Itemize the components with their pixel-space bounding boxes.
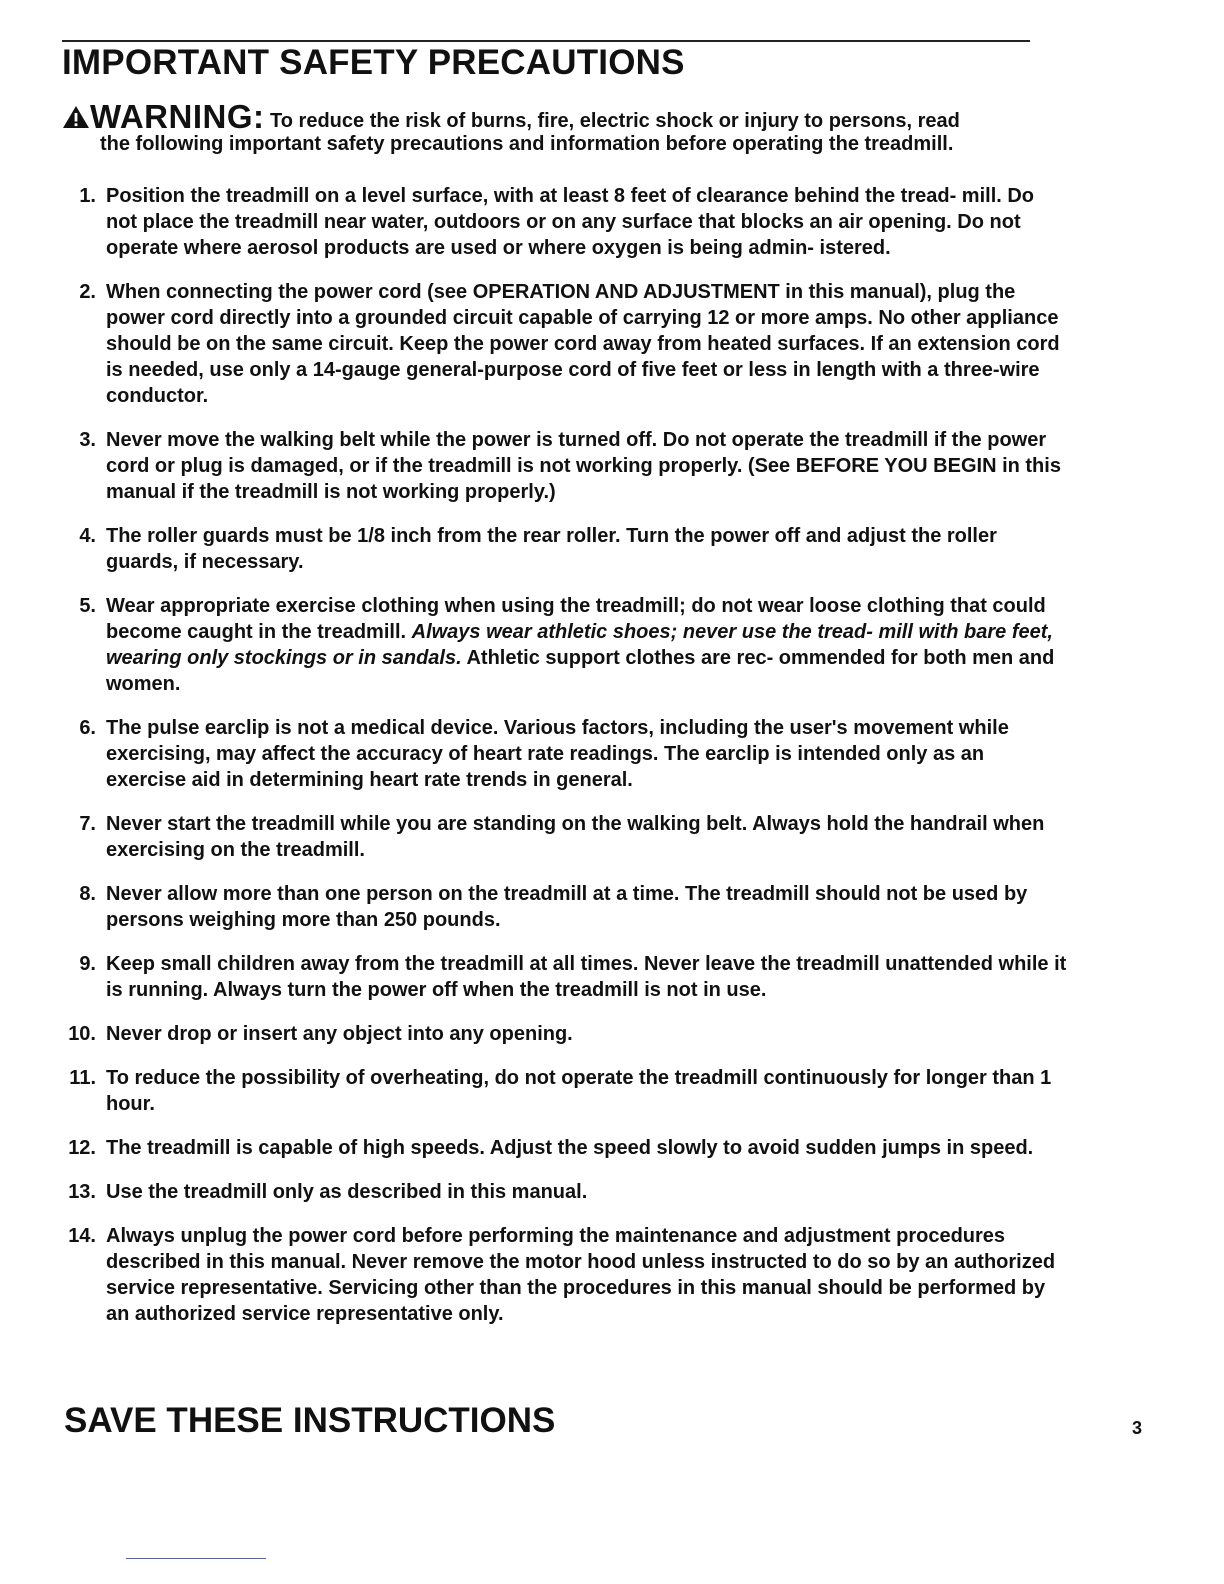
page-title: IMPORTANT SAFETY PRECAUTIONS [62, 43, 685, 82]
list-item [62, 1223, 1067, 1327]
list-item [62, 279, 1067, 409]
item-number: 3. [79, 429, 96, 451]
item-text-italic: Always wear athletic shoes; never use the tread- mill with bare feet, wearing only stockings or in sandals. [106, 621, 1053, 669]
item-number: 13. [68, 1181, 96, 1203]
item-text: Position the treadmill on a level surface, with at least 8 feet of clearance behind the tread- mill. Do not place the treadmill near water, outdoors or on any surface that blocks an air opening. Do not operate where aerosol products are used or where oxygen is being admin- istered. [106, 185, 1035, 259]
item-text: Keep small children away from the treadmill at all times. Never leave the treadmill unattended while it is running. Always turn the power off when the treadmill is not in use. [106, 953, 1067, 1001]
item-number: 8. [79, 883, 96, 905]
item-number: 2. [79, 281, 96, 303]
list-item [62, 715, 1067, 793]
item-number: 9. [79, 953, 96, 975]
warning-block [62, 98, 1062, 158]
closing-heading: SAVE THESE INSTRUCTIONS [64, 1401, 556, 1440]
list-item [62, 1135, 1067, 1161]
list-item [62, 593, 1067, 697]
item-number: 14. [68, 1225, 96, 1247]
item-number: 7. [79, 813, 96, 835]
list-item [62, 427, 1067, 505]
item-text: Use the treadmill only as described in this manual. [106, 1181, 588, 1203]
list-item [62, 1065, 1067, 1117]
warning-triangle-icon [62, 105, 90, 137]
list-item [62, 951, 1067, 1003]
item-number: 10. [68, 1023, 96, 1045]
item-number: 12. [68, 1137, 96, 1159]
item-text: Always unplug the power cord before performing the maintenance and adjustment procedures described in this manual. Never remove the motor hood unless instructed to do so by an authorized service representative. Servicing other than the procedures in this manual should be performed by an authorized service representative only. [106, 1225, 1056, 1325]
item-text: The roller guards must be 1/8 inch from the rear roller. Turn the power off and adjust the roller guards, if necessary. [106, 525, 997, 573]
warning-heading: WARNING: [90, 98, 265, 135]
list-item [62, 183, 1067, 261]
list-item [62, 1179, 1067, 1205]
item-number: 1. [79, 185, 96, 207]
item-text: Never drop or insert any object into any opening. [106, 1023, 573, 1045]
bottom-rule [126, 1558, 266, 1559]
item-text: Never start the treadmill while you are standing on the walking belt. Always hold the handrail when exercising on the treadmill. [106, 813, 1045, 861]
item-text-before: Wear appropriate exercise clothing when using the treadmill; do not wear loose clothing that could become caught in the treadmill. [106, 595, 1046, 643]
item-number: 11. [69, 1067, 96, 1089]
list-item [62, 881, 1067, 933]
item-text: Never move the walking belt while the power is turned off. Do not operate the treadmill if the power cord or plug is damaged, or if the treadmill is not working properly. (See BEFORE YOU BEGIN in this manual if the treadmill is not working properly.) [106, 429, 1061, 503]
item-text: To reduce the possibility of overheating, do not operate the treadmill continuously for longer than 1 hour. [106, 1067, 1052, 1115]
item-number: 4. [79, 525, 96, 547]
list-item [62, 811, 1067, 863]
warning-text-second: the following important safety precautions and information before operating the treadmill. [100, 133, 954, 155]
item-number: 5. [79, 595, 96, 617]
list-item [62, 1021, 1067, 1047]
item-text: The treadmill is capable of high speeds. Adjust the speed slowly to avoid sudden jumps in speed. [106, 1137, 1034, 1159]
warning-text-first: To reduce the risk of burns, fire, electric shock or injury to persons, read [270, 110, 960, 132]
list-item [62, 523, 1067, 575]
item-number: 6. [79, 717, 96, 739]
item-text: When connecting the power cord (see OPERATION AND ADJUSTMENT in this manual), plug the power cord directly into a grounded circuit capable of carrying 12 or more amps. No other appliance should be on the same circuit. Keep the power cord away from heated surfaces. If an extension cord is needed, use only a 14-gauge general-purpose cord of five feet or less in length with a three-wire conductor. [106, 281, 1060, 407]
item-text: Never allow more than one person on the treadmill at a time. The treadmill should not be used by persons weighing more than 250 pounds. [106, 883, 1028, 931]
page-number: 3 [1132, 1418, 1143, 1438]
safety-list [62, 183, 1067, 1345]
item-text: The pulse earclip is not a medical device. Various factors, including the user's movement while exercising, may affect the accuracy of heart rate readings. The earclip is intended only as an exercise aid in determining heart rate trends in general. [106, 717, 1009, 791]
item-text-after: Athletic support clothes are rec- ommended for both men and women. [106, 647, 1055, 695]
